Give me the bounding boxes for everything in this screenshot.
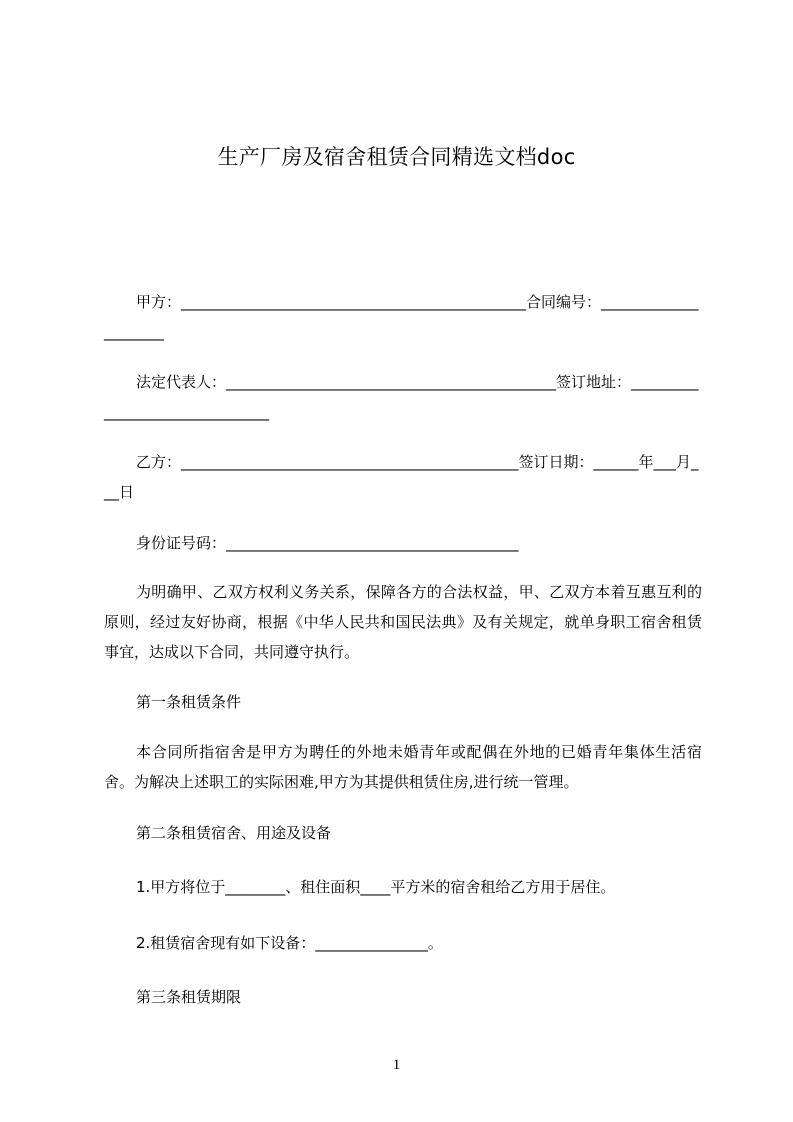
- article-2-item-1: 1.甲方将位于________、租住面积____平方米的宿舍租给乙方用于居住。: [136, 878, 616, 896]
- intro-paragraph: 为明确甲、乙双方权利义务关系，保障各方的合法权益，甲、乙双方本着互惠互利的原则，经过友好协商，根据《中华人民共和国民法典》及有关规定，就单身职工宿舍租赁事宜，达成以下合同，共同遵守执行。: [104, 583, 702, 661]
- id-number-line: 身份证号码：_______________________________________: [136, 534, 519, 552]
- page-number: 1: [392, 1057, 401, 1073]
- party-b-line: 乙方：_____________________________________________签订日期：______年___月___日: [104, 453, 699, 501]
- article-2-heading: 第二条租赁宿舍、用途及设备: [136, 824, 332, 842]
- document-title: 生产厂房及宿舍租赁合同精选文档doc: [217, 145, 576, 169]
- article-1-heading: 第一条租赁条件: [136, 693, 242, 711]
- article-2-item-2: 2.租赁宿舍现有如下设备：_______________。: [136, 934, 443, 952]
- legal-representative-line: 法定代表人：____________________________________________签订地址：_______________________________: [104, 373, 699, 421]
- article-1-body: 本合同所指宿舍是甲方为聘任的外地未婚青年或配偶在外地的已婚青年集体生活宿舍。为解决上述职工的实际困难,甲方为其提供租赁住房,进行统一管理。: [104, 743, 702, 791]
- article-3-heading: 第三条租赁期限: [136, 988, 242, 1006]
- party-a-line: 甲方：______________________________________________合同编号：_____________________: [104, 293, 699, 341]
